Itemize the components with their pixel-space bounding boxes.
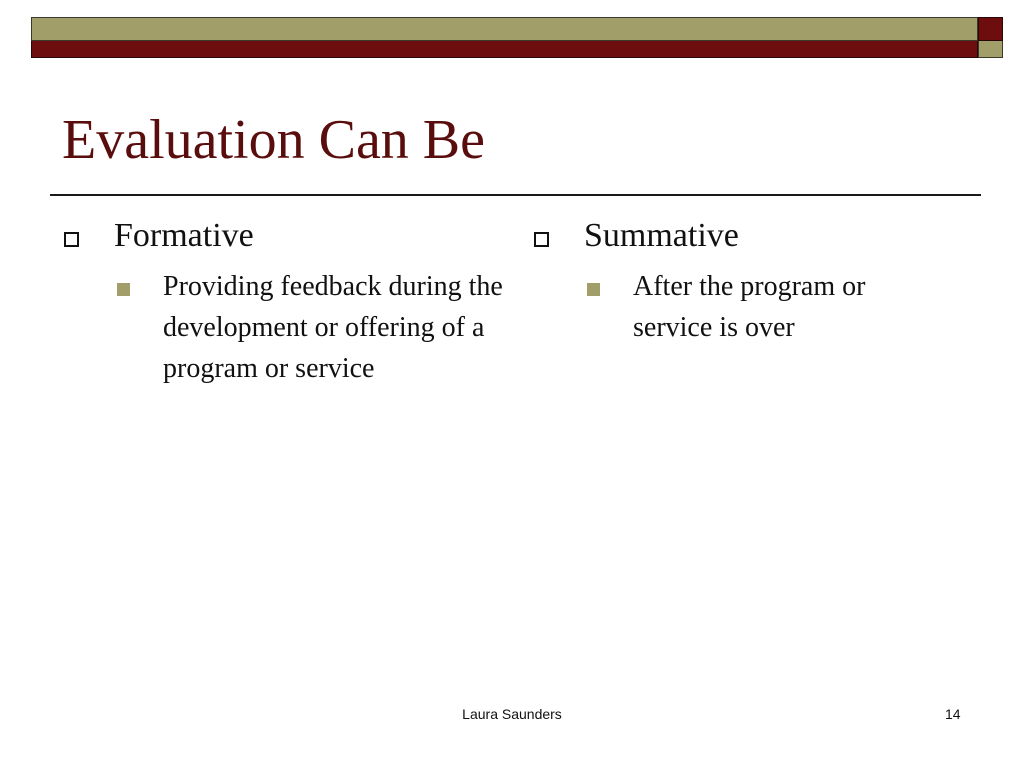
filled-square-bullet-icon xyxy=(117,283,130,296)
header-bar-olive xyxy=(31,17,978,41)
bullet-formative xyxy=(64,214,504,258)
sub-bullet-text: Providing feedback during the development or offering of a program or service xyxy=(163,271,503,384)
header-square-red xyxy=(978,17,1003,41)
column-formative xyxy=(64,214,504,389)
filled-square-bullet-icon xyxy=(587,283,600,296)
sub-bullet-formative xyxy=(64,266,504,389)
sub-bullet-summative xyxy=(534,266,974,348)
sub-bullet-text: After the program or service is over xyxy=(633,271,866,343)
title-divider xyxy=(50,194,981,196)
bullet-summative xyxy=(534,214,974,258)
hollow-square-bullet-icon xyxy=(64,232,79,247)
bullet-heading: Summative xyxy=(584,217,739,254)
hollow-square-bullet-icon xyxy=(534,232,549,247)
footer-author: Laura Saunders xyxy=(462,706,562,722)
slide-title: Evaluation Can Be xyxy=(62,109,486,171)
header-bar-red xyxy=(31,41,978,58)
footer-page-number: 14 xyxy=(945,706,961,722)
column-summative xyxy=(534,214,974,348)
bullet-heading: Formative xyxy=(114,217,254,254)
header-square-olive xyxy=(978,41,1003,58)
